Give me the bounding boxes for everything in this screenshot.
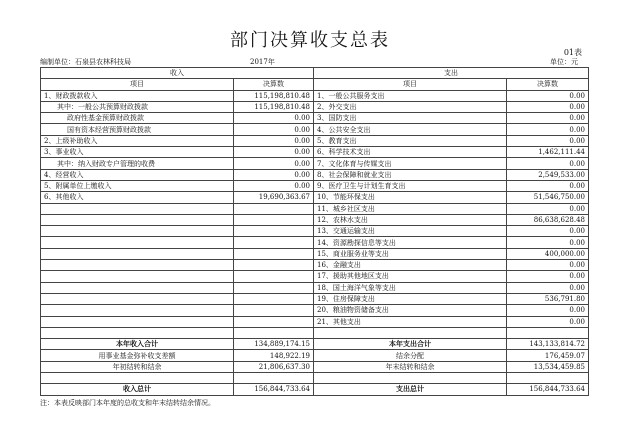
income-amount: 0.00 <box>234 135 314 146</box>
income-summary-item: 用事业基金弥补收支差额 <box>41 350 234 361</box>
table-row <box>41 169 589 180</box>
expense-amount: 0.00 <box>507 90 589 101</box>
table-row <box>41 135 589 146</box>
expense-item: 14、资源勘探信息等支出 <box>314 237 507 248</box>
currency-unit: 单位：元 <box>550 58 578 66</box>
income-item <box>41 226 234 237</box>
expense-item: 5、教育支出 <box>314 135 507 146</box>
reporting-unit: 编制单位：石泉县农林科技局 <box>40 58 131 66</box>
empty-cell <box>314 327 507 338</box>
expense-item-header: 项目 <box>314 79 507 90</box>
income-total-amount: 156,844,733.64 <box>234 384 314 395</box>
income-item-header: 项目 <box>41 79 234 90</box>
income-amount: 0.00 <box>234 158 314 169</box>
report-year: 2017年 <box>250 58 275 66</box>
income-amount: 0.00 <box>234 169 314 180</box>
income-item: 政府性基金预算财政拨款 <box>41 113 234 124</box>
expense-item: 15、商业服务业等支出 <box>314 248 507 259</box>
table-row <box>41 124 589 135</box>
expense-summary-amount: 13,534,459.85 <box>507 361 589 372</box>
table-row <box>41 192 589 203</box>
income-item <box>41 282 234 293</box>
income-amount <box>234 214 314 225</box>
empty-cell <box>507 327 589 338</box>
income-item <box>41 271 234 282</box>
income-amount: 115,198,810.48 <box>234 90 314 101</box>
income-item: 其中：一般公共预算财政拨款 <box>41 101 234 112</box>
expense-item: 4、公共安全支出 <box>314 124 507 135</box>
expense-amount: 400,000.00 <box>507 248 589 259</box>
table-row <box>41 158 589 169</box>
table-row <box>41 90 589 101</box>
expense-amount: 0.00 <box>507 135 589 146</box>
income-item: 5、附属单位上缴收入 <box>41 180 234 191</box>
expense-amount: 0.00 <box>507 113 589 124</box>
expense-amount: 0.00 <box>507 158 589 169</box>
expense-amount: 0.00 <box>507 180 589 191</box>
expense-item: 19、住房保障支出 <box>314 293 507 304</box>
income-summary-amount: 134,889,174.15 <box>234 339 314 350</box>
table-row <box>41 147 589 158</box>
income-item: 国有资本经营预算财政拨款 <box>41 124 234 135</box>
summary-row <box>41 350 589 361</box>
income-item <box>41 214 234 225</box>
table-row <box>41 203 589 214</box>
income-amount <box>234 248 314 259</box>
expense-item: 9、医疗卫生与计划生育支出 <box>314 180 507 191</box>
expense-item: 20、粮油物资储备支出 <box>314 305 507 316</box>
grand-total-row <box>41 384 589 395</box>
income-item <box>41 248 234 259</box>
expense-amount-header: 决算数 <box>507 79 589 90</box>
expense-item: 2、外交支出 <box>314 101 507 112</box>
income-amount: 0.00 <box>234 113 314 124</box>
expense-amount: 0.00 <box>507 271 589 282</box>
expense-item: 3、国防支出 <box>314 113 507 124</box>
expense-item: 6、科学技术支出 <box>314 147 507 158</box>
income-amount: 0.00 <box>234 147 314 158</box>
table-row <box>41 260 589 271</box>
income-amount <box>234 282 314 293</box>
expense-item: 8、社会保障和就业支出 <box>314 169 507 180</box>
empty-cell <box>507 373 589 384</box>
income-item <box>41 316 234 327</box>
expense-item: 1、一般公共服务支出 <box>314 90 507 101</box>
expense-item: 11、城乡社区支出 <box>314 203 507 214</box>
table-row <box>41 293 589 304</box>
income-amount-header: 决算数 <box>234 79 314 90</box>
income-amount <box>234 305 314 316</box>
form-number: 01表 <box>563 48 582 57</box>
income-amount: 115,198,810.48 <box>234 101 314 112</box>
income-summary-item: 年初结转和结余 <box>41 361 234 372</box>
section-header-row <box>41 68 589 79</box>
income-item: 2、上级补助收入 <box>41 135 234 146</box>
expense-amount: 2,549,533.00 <box>507 169 589 180</box>
expense-item: 12、农林水支出 <box>314 214 507 225</box>
income-item <box>41 237 234 248</box>
table-row <box>41 113 589 124</box>
expense-item: 16、金融支出 <box>314 260 507 271</box>
table-row <box>41 248 589 259</box>
table-row <box>41 180 589 191</box>
spacer-row <box>41 327 589 338</box>
income-item <box>41 260 234 271</box>
table-row <box>41 271 589 282</box>
income-amount: 0.00 <box>234 180 314 191</box>
table-row <box>41 214 589 225</box>
expense-amount: 0.00 <box>507 226 589 237</box>
table-row <box>41 226 589 237</box>
empty-cell <box>314 373 507 384</box>
income-item <box>41 305 234 316</box>
expense-amount: 51,546,750.00 <box>507 192 589 203</box>
expense-amount: 0.00 <box>507 305 589 316</box>
income-amount <box>234 316 314 327</box>
footnote: 注：本表反映部门本年度的总收支和年末结转结余情况。 <box>40 399 215 407</box>
income-item: 3、事业收入 <box>41 147 234 158</box>
income-amount <box>234 226 314 237</box>
expense-item: 7、文化体育与传媒支出 <box>314 158 507 169</box>
table-row <box>41 316 589 327</box>
expense-amount: 0.00 <box>507 237 589 248</box>
expense-item: 10、节能环保支出 <box>314 192 507 203</box>
empty-cell <box>234 327 314 338</box>
empty-cell <box>41 373 234 384</box>
income-item <box>41 203 234 214</box>
income-item: 其中：纳入财政专户管理的收费 <box>41 158 234 169</box>
income-summary-amount: 21,806,637.30 <box>234 361 314 372</box>
income-amount <box>234 237 314 248</box>
expense-summary-item: 年末结转和结余 <box>314 361 507 372</box>
expense-amount: 86,638,628.48 <box>507 214 589 225</box>
income-item <box>41 293 234 304</box>
income-amount <box>234 293 314 304</box>
expense-total-label: 支出总计 <box>314 384 507 395</box>
expense-amount: 0.00 <box>507 316 589 327</box>
expense-summary-item: 结余分配 <box>314 350 507 361</box>
summary-row <box>41 361 589 372</box>
summary-row <box>41 339 589 350</box>
expense-item: 13、交通运输支出 <box>314 226 507 237</box>
expense-summary-item: 本年支出合计 <box>314 339 507 350</box>
report-title: 部门决算收支总表 <box>230 30 390 51</box>
income-item: 1、财政拨款收入 <box>41 90 234 101</box>
expense-summary-amount: 176,459.07 <box>507 350 589 361</box>
expense-item: 18、国土海洋气象等支出 <box>314 282 507 293</box>
table-row <box>41 282 589 293</box>
expense-summary-amount: 143,133,814.72 <box>507 339 589 350</box>
expense-amount: 0.00 <box>507 203 589 214</box>
income-summary-item: 本年收入合计 <box>41 339 234 350</box>
expense-amount: 0.00 <box>507 101 589 112</box>
expense-amount: 0.00 <box>507 260 589 271</box>
expense-amount: 0.00 <box>507 124 589 135</box>
income-item: 4、经营收入 <box>41 169 234 180</box>
table-row <box>41 237 589 248</box>
income-amount: 19,690,363.67 <box>234 192 314 203</box>
empty-cell <box>41 327 234 338</box>
income-expense-table <box>40 67 589 396</box>
expense-total-amount: 156,844,733.64 <box>507 384 589 395</box>
income-item: 6、其他收入 <box>41 192 234 203</box>
income-section-header: 收入 <box>41 68 314 79</box>
income-amount: 0.00 <box>234 124 314 135</box>
expense-item: 21、其他支出 <box>314 316 507 327</box>
income-amount <box>234 271 314 282</box>
empty-cell <box>234 373 314 384</box>
expense-amount: 0.00 <box>507 282 589 293</box>
table-row <box>41 101 589 112</box>
column-header-row <box>41 79 589 90</box>
report-meta <box>40 57 588 67</box>
income-amount <box>234 260 314 271</box>
income-summary-amount: 148,922.19 <box>234 350 314 361</box>
table-row <box>41 305 589 316</box>
expense-item: 17、援助其他地区支出 <box>314 271 507 282</box>
expense-section-header: 支出 <box>314 68 589 79</box>
expense-amount: 536,791.80 <box>507 293 589 304</box>
spacer-row <box>41 373 589 384</box>
income-amount <box>234 203 314 214</box>
income-total-label: 收入总计 <box>41 384 234 395</box>
expense-amount: 1,462,111.44 <box>507 147 589 158</box>
